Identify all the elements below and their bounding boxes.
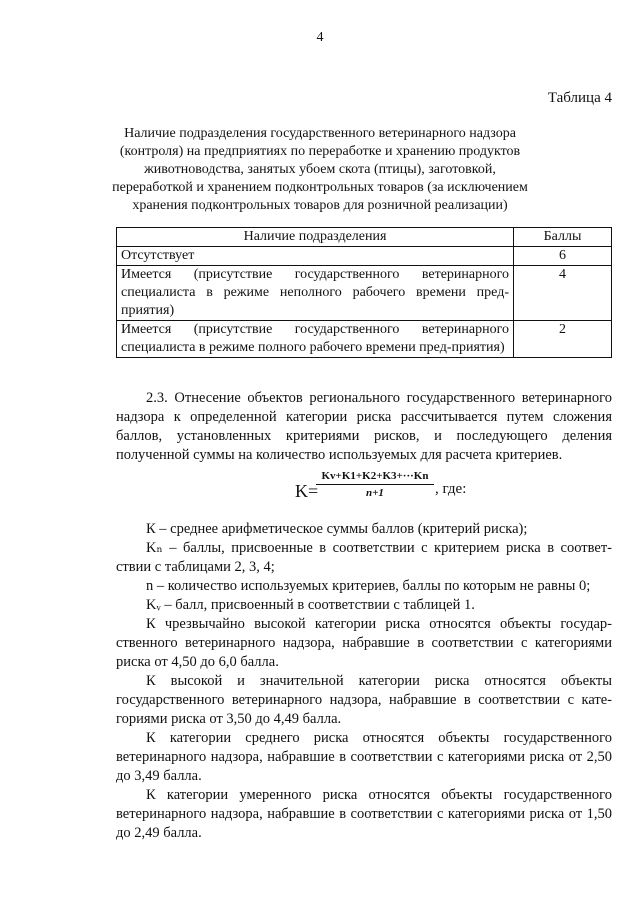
- table-caption: Наличие подразделения государственного ветеринарного надзора (контроля) на предприятиях по переработке и хранению продуктов животноводства, занятых убоем скота (птицы), заготовкой, переработкой и хранением подконтрольных товаров (за исключением хранения подконтрольных товаров для розничной реализации): [112, 126, 528, 213]
- table-label: Таблица 4: [547, 90, 612, 106]
- table-row: [117, 321, 612, 358]
- page-number: 4: [316, 30, 324, 45]
- formula-lhs: K=: [295, 481, 319, 501]
- table-header-row: [117, 228, 612, 247]
- table-cell-label: Имеется (присутствие государственного ветеринарного специалиста в режиме полного рабочего времени пред-приятия): [117, 321, 514, 358]
- definition-kn: Kₙ – баллы, присвоенные в соответствии с критерием риска в соответ-ствии с таблицами 2, 3, 4;: [116, 540, 612, 575]
- section-2-3-paragraph: 2.3. Отнесение объектов регионального государственного ветеринарного надзора к определенной категории риска рассчитывается путем сложения баллов, установленных критериями рисков, и последующего деления полученной суммы на количество используемых для расчета критериев.: [116, 390, 612, 463]
- table-cell-score: 6: [514, 247, 612, 266]
- category-extremely-high: К чрезвычайно высокой категории риска относятся объекты государ-ственного ветеринарного надзора, набравшие в соответствии с категориями риска от 4,50 до 6,0 балла.: [116, 616, 612, 670]
- formula-denominator: n+1: [366, 487, 384, 499]
- table-row: [117, 247, 612, 266]
- formula-numerator: Kv+K1+K2+K3+···Kn: [316, 470, 434, 485]
- formula-fraction: [316, 470, 434, 499]
- definition-kv: Kᵥ – балл, присвоенный в соответствии с таблицей 1.: [146, 597, 475, 613]
- table-cell-score: 2: [514, 321, 612, 358]
- category-moderate: К категории умеренного риска относятся объекты государственного ветеринарного надзора, набравшие в соответствии с категориями риска от 1,50 до 2,49 балла.: [116, 787, 612, 841]
- category-medium: К категории среднего риска относятся объекты государственного ветеринарного надзора, набравшие в соответствии с категориями риска от 2,50 до 3,49 балла.: [116, 730, 612, 784]
- veterinary-unit-table: [116, 227, 612, 358]
- risk-formula: [295, 470, 555, 510]
- table-row: [117, 266, 612, 321]
- table-cell-label: Имеется (присутствие государственного ветеринарного специалиста в режиме неполного рабочего времени пред-приятия): [117, 266, 514, 321]
- table-header-score: Баллы: [514, 228, 612, 247]
- definition-k: К – среднее арифметическое суммы баллов (критерий риска);: [146, 521, 528, 537]
- formula-suffix: , где:: [435, 481, 467, 497]
- definitions-block: [116, 520, 612, 843]
- table-cell-label: Отсутствует: [117, 247, 514, 266]
- category-high: К высокой и значительной категории риска относятся объекты государственного ветеринарного надзора, набравшие в соответствии с кате-гориями риска от 3,50 до 4,49 балла.: [116, 673, 612, 727]
- table-cell-score: 4: [514, 266, 612, 321]
- definition-n: n – количество используемых критериев, баллы по которым не равны 0;: [146, 578, 591, 594]
- table-header-presence: Наличие подразделения: [117, 228, 514, 247]
